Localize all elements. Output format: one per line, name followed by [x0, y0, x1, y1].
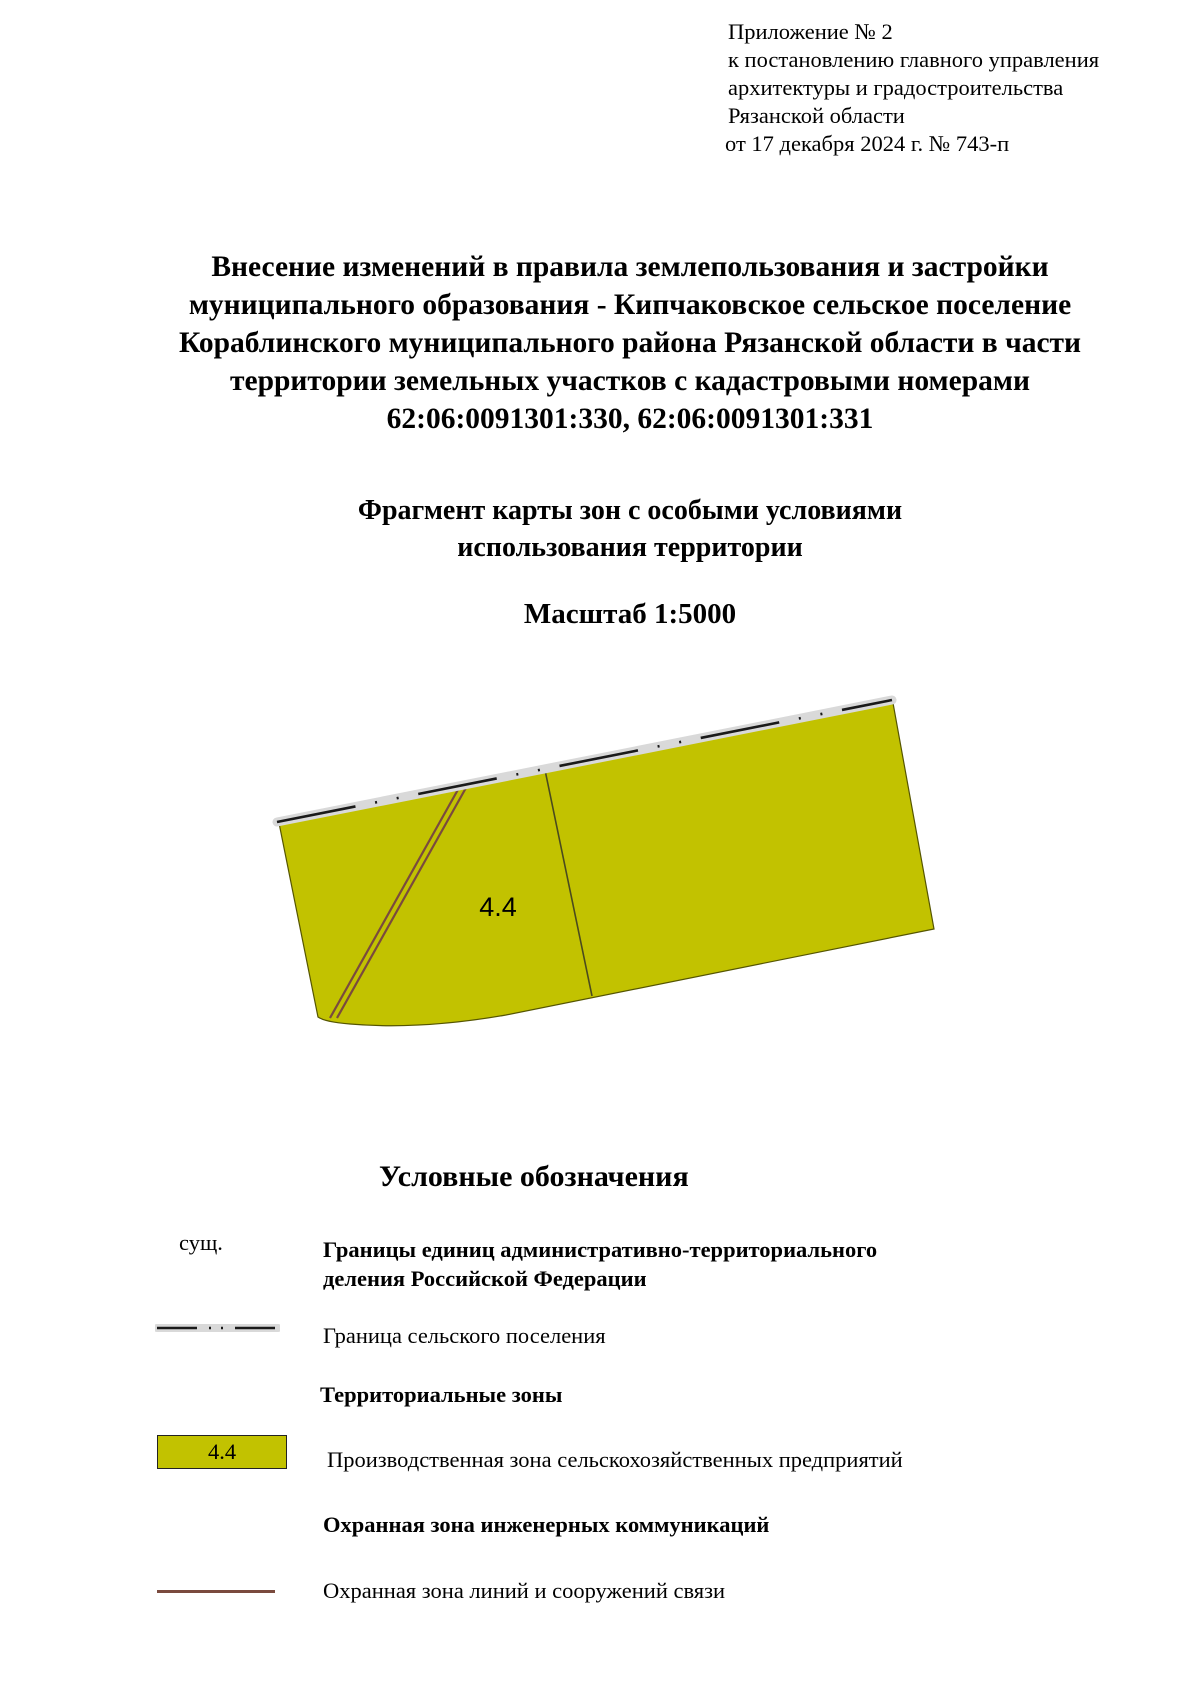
legend-title: Условные обозначения	[379, 1160, 689, 1193]
rural-boundary-swatch	[155, 1321, 280, 1335]
zone-4-4-swatch: 4.4	[157, 1435, 287, 1469]
zone-label: 4.4	[479, 892, 517, 922]
title-line: Внесение изменений в правила землепользования и застройки	[211, 251, 1049, 283]
appendix-line: архитектуры и градостроительства	[728, 75, 1064, 100]
legend-admin-boundaries	[323, 1235, 877, 1293]
map-scale: Масштаб 1:5000	[523, 598, 737, 630]
title-line: Кораблинского муниципального района Рязанской области в части	[178, 327, 1082, 359]
legend-rural-boundary: Граница сельского поселения	[323, 1323, 606, 1348]
title-cadastral-numbers: 62:06:0091301:330, 62:06:0091301:331	[386, 403, 874, 435]
legend-territorial-zones-header: Территориальные зоны	[320, 1382, 563, 1407]
subtitle-line: Фрагмент карты зон с особыми условиями	[357, 495, 903, 526]
communication-zone-swatch	[157, 1590, 275, 1593]
zone-4-4-area	[279, 703, 934, 1026]
appendix-line: Рязанской области	[728, 103, 905, 128]
legend-communication-zone: Охранная зона линий и сооружений связи	[323, 1578, 726, 1603]
legend-admin-line: деления Российской Федерации	[323, 1266, 647, 1291]
subtitle-line: использования территории	[457, 532, 803, 563]
legend-protection-zone-header: Охранная зона инженерных коммуникаций	[323, 1512, 770, 1537]
appendix-line: Приложение № 2	[728, 19, 893, 44]
title-line: муниципального образования - Кипчаковское сельское поселение	[188, 289, 1072, 321]
title-line: территории земельных участков с кадастровыми номерами	[230, 365, 1030, 397]
appendix-date: от 17 декабря 2024 г. № 743-п	[725, 131, 1010, 156]
legend-zone-description: Производственная зона сельскохозяйственных предприятий	[327, 1447, 903, 1472]
legend-admin-line: Границы единиц административно-территориального	[323, 1237, 878, 1262]
appendix-line: к постановлению главного управления	[728, 47, 1100, 72]
existing-abbreviation: сущ.	[179, 1230, 223, 1255]
